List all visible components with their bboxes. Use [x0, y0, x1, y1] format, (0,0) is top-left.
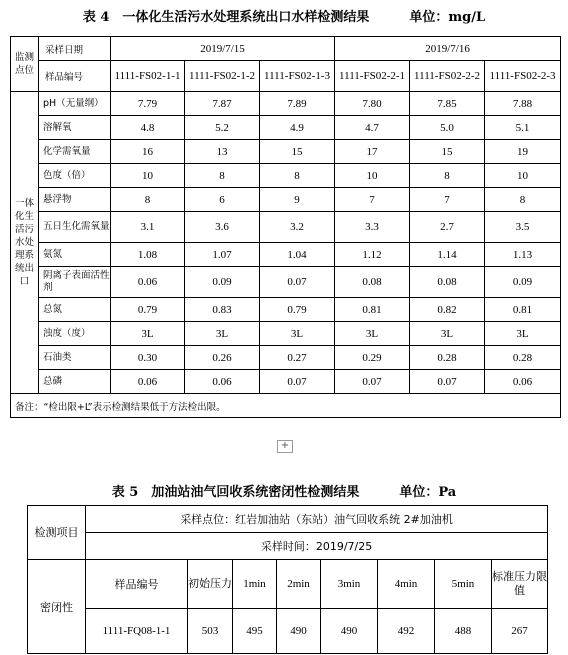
- date-1: 2019/7/15: [111, 37, 335, 61]
- param-name: 氨氮: [39, 243, 111, 267]
- value-cell: 7: [410, 188, 485, 212]
- value-cell: 3.3: [335, 212, 410, 243]
- value-cell: 0.07: [260, 370, 335, 394]
- value-cell: 0.07: [260, 267, 335, 298]
- table4-data-row: [11, 322, 561, 346]
- value-cell: 0.81: [335, 298, 410, 322]
- value-cell: 17: [335, 140, 410, 164]
- value-cell: 1.13: [485, 243, 561, 267]
- value-cell: 3L: [260, 322, 335, 346]
- value-cell: 15: [260, 140, 335, 164]
- value-cell: 10: [111, 164, 185, 188]
- table5-title: [0, 481, 568, 500]
- value-cell: 3L: [111, 322, 185, 346]
- table4-note: 备注：“检出限+L”表示检测结果低于方法检出限。: [11, 394, 561, 418]
- value-cell: 495: [233, 609, 277, 654]
- sample-id: 1111-FS02-1-1: [111, 61, 185, 92]
- table4-sample-row: [11, 61, 561, 92]
- sample-id: 1111-FS02-1-2: [185, 61, 260, 92]
- value-cell: 8: [111, 188, 185, 212]
- value-cell: 0.30: [111, 346, 185, 370]
- value-cell: 4.8: [111, 116, 185, 140]
- item-label-cell: 检测项目: [28, 506, 86, 560]
- param-name: pH（无量纲）: [39, 92, 111, 116]
- table4-data-row: [11, 212, 561, 243]
- table4-date-row: [11, 37, 561, 61]
- table4-body: [11, 92, 561, 394]
- value-cell: 0.29: [335, 346, 410, 370]
- value-cell: 0.06: [185, 370, 260, 394]
- param-name: 悬浮物: [39, 188, 111, 212]
- header-cell: 初始压力: [188, 560, 233, 609]
- value-cell: 0.09: [485, 267, 561, 298]
- table4-title-text: 表 4 一体化生活污水处理系统出口水样检测结果: [82, 10, 370, 25]
- value-cell: 490: [321, 609, 378, 654]
- header-cell: 1min: [233, 560, 277, 609]
- table4-data-row: [11, 346, 561, 370]
- value-cell: 8: [260, 164, 335, 188]
- param-name: 五日生化需氧量: [39, 212, 111, 243]
- value-cell: 13: [185, 140, 260, 164]
- value-cell: 0.06: [111, 267, 185, 298]
- value-cell: 0.08: [335, 267, 410, 298]
- sample-id: 1111-FS02-2-3: [485, 61, 561, 92]
- table4-title: [0, 6, 568, 25]
- value-cell: 1.12: [335, 243, 410, 267]
- header-cell: 标准压力限值: [492, 560, 548, 609]
- value-cell: 1.04: [260, 243, 335, 267]
- value-cell: 5.0: [410, 116, 485, 140]
- header-cell: 4min: [378, 560, 435, 609]
- table4-data-row: [11, 188, 561, 212]
- value-cell: 7: [335, 188, 410, 212]
- table4-note-row: [11, 394, 561, 418]
- value-cell: 267: [492, 609, 548, 654]
- param-label-cell: 密闭性: [28, 560, 86, 654]
- param-name: 浊度（度）: [39, 322, 111, 346]
- table4-data-row: [11, 164, 561, 188]
- value-cell: 19: [485, 140, 561, 164]
- sample-no-label: 样品编号: [39, 61, 111, 92]
- value-cell: 0.26: [185, 346, 260, 370]
- header-cell: 3min: [321, 560, 378, 609]
- table4-unit: 单位：mg/L: [409, 10, 486, 25]
- value-cell: 0.28: [485, 346, 561, 370]
- value-cell: 0.06: [485, 370, 561, 394]
- value-cell: 9: [260, 188, 335, 212]
- value-cell: 3.1: [111, 212, 185, 243]
- value-cell: 0.28: [410, 346, 485, 370]
- value-cell: 1.07: [185, 243, 260, 267]
- table4-data-row: [11, 298, 561, 322]
- value-cell: 8: [185, 164, 260, 188]
- table5-time-row: [28, 533, 548, 560]
- value-cell: 16: [111, 140, 185, 164]
- value-cell: 4.9: [260, 116, 335, 140]
- value-cell: 8: [485, 188, 561, 212]
- value-cell: 8: [410, 164, 485, 188]
- table5-location-row: [28, 506, 548, 533]
- sampling-date-label: 采样日期: [39, 37, 111, 61]
- value-cell: 1.14: [410, 243, 485, 267]
- value-cell: 0.08: [410, 267, 485, 298]
- param-name: 色度（倍）: [39, 164, 111, 188]
- table4-data-row: [11, 116, 561, 140]
- param-name: 总氮: [39, 298, 111, 322]
- value-cell: 3.5: [485, 212, 561, 243]
- table4-data-row: [11, 243, 561, 267]
- table4-data-row: [11, 370, 561, 394]
- table-add-handle[interactable]: +: [277, 440, 293, 453]
- value-cell: 3L: [410, 322, 485, 346]
- value-cell: 0.07: [335, 370, 410, 394]
- value-cell: 0.83: [185, 298, 260, 322]
- table4-data-row: [11, 92, 561, 116]
- value-cell: 15: [410, 140, 485, 164]
- sample-id: 1111-FS02-2-1: [335, 61, 410, 92]
- sample-id: 1111-FS02-2-2: [410, 61, 485, 92]
- value-cell: 0.06: [111, 370, 185, 394]
- param-name: 化学需氧量: [39, 140, 111, 164]
- value-cell: 1111-FQ08-1-1: [86, 609, 188, 654]
- param-name: 溶解氧: [39, 116, 111, 140]
- value-cell: 7.85: [410, 92, 485, 116]
- header-cell: 2min: [277, 560, 321, 609]
- table5-header-row: [28, 560, 548, 609]
- value-cell: 7.80: [335, 92, 410, 116]
- table4-data-row: [11, 140, 561, 164]
- value-cell: 7.89: [260, 92, 335, 116]
- value-cell: 0.27: [260, 346, 335, 370]
- header-cell: 样品编号: [86, 560, 188, 609]
- table4-data-row: [11, 267, 561, 298]
- tightness-table: [27, 505, 548, 654]
- value-cell: 7.79: [111, 92, 185, 116]
- param-name: 阴离子表面活性剂: [39, 267, 111, 298]
- value-cell: 2.7: [410, 212, 485, 243]
- sample-id: 1111-FS02-1-3: [260, 61, 335, 92]
- value-cell: 7.88: [485, 92, 561, 116]
- value-cell: 0.79: [260, 298, 335, 322]
- value-cell: 7.87: [185, 92, 260, 116]
- point-label-cell: 监测点位: [11, 37, 39, 92]
- value-cell: 5.2: [185, 116, 260, 140]
- value-cell: 3.2: [260, 212, 335, 243]
- table5-value-row: [28, 609, 548, 654]
- value-cell: 3.6: [185, 212, 260, 243]
- value-cell: 0.82: [410, 298, 485, 322]
- date-2: 2019/7/16: [335, 37, 561, 61]
- value-cell: 1.08: [111, 243, 185, 267]
- header-cell: 5min: [435, 560, 492, 609]
- table5-title-text: 表 5 加油站油气回收系统密闭性检测结果: [111, 485, 360, 500]
- value-cell: 6: [185, 188, 260, 212]
- table5-unit: 单位：Pa: [399, 485, 457, 500]
- value-cell: 492: [378, 609, 435, 654]
- value-cell: 0.09: [185, 267, 260, 298]
- value-cell: 4.7: [335, 116, 410, 140]
- point-name-cell: 一体化生活污水处理系统出口: [11, 92, 39, 394]
- value-cell: 0.07: [410, 370, 485, 394]
- value-cell: 3L: [335, 322, 410, 346]
- value-cell: 10: [485, 164, 561, 188]
- param-name: 石油类: [39, 346, 111, 370]
- water-quality-table: [10, 36, 561, 418]
- value-cell: 10: [335, 164, 410, 188]
- value-cell: 490: [277, 609, 321, 654]
- value-cell: 503: [188, 609, 233, 654]
- param-name: 总磷: [39, 370, 111, 394]
- value-cell: 3L: [485, 322, 561, 346]
- value-cell: 0.81: [485, 298, 561, 322]
- value-cell: 488: [435, 609, 492, 654]
- value-cell: 0.79: [111, 298, 185, 322]
- sampling-location: 采样点位：红岩加油站（东站）油气回收系统 2#加油机: [86, 506, 548, 533]
- sampling-time: 采样时间：2019/7/25: [86, 533, 548, 560]
- value-cell: 5.1: [485, 116, 561, 140]
- value-cell: 3L: [185, 322, 260, 346]
